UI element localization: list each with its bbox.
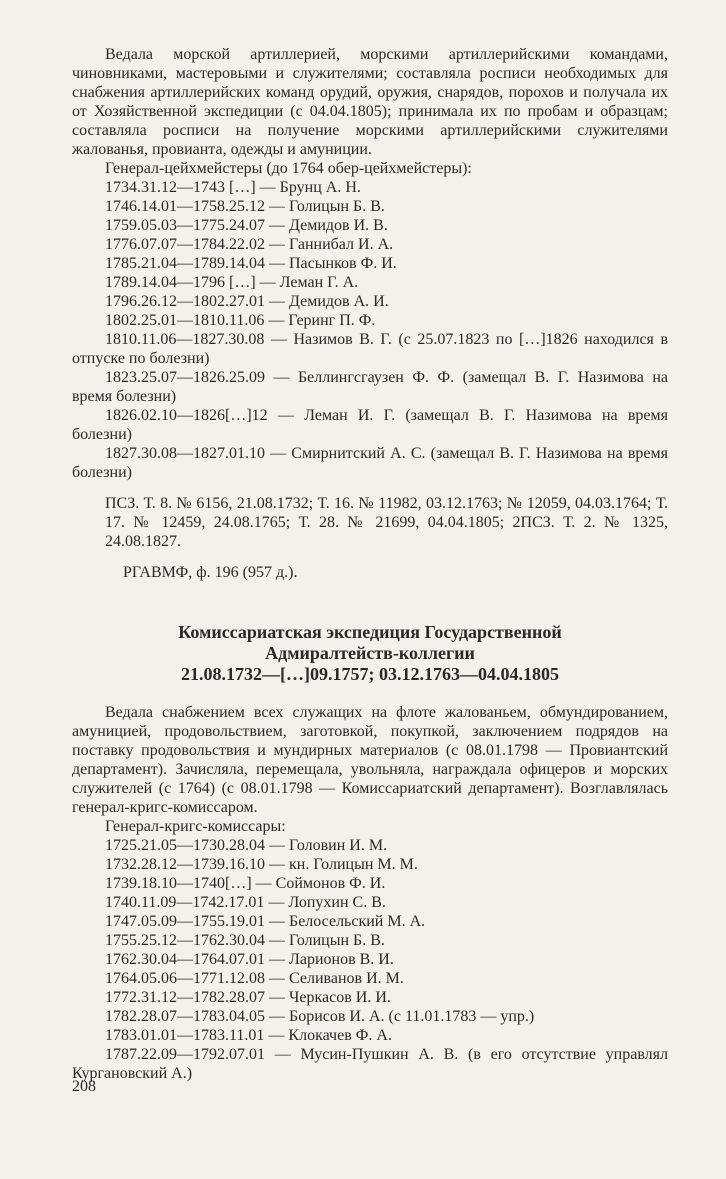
list-item: 1746.14.01—1758.25.12 — Голицын Б. В. bbox=[105, 198, 385, 215]
artillery-description: Ведала морской артиллерией, морскими артиллерийскими командами, чиновниками, мастеровыми и служителями; составляла росписи необходимых для снабжения артиллерийских команд орудий, оружия, снарядов, порохов и получала их от Хозяйственной экспедиции (с 04.04.1805); принимала их по пробам и образцам; составляла росписи на получение морскими артиллерийскими служителями жалованья, провианта, одежды и амуниции. bbox=[72, 46, 668, 158]
legal-sources: ПСЗ. Т. 8. № 6156, 21.08.1732; Т. 16. № 11982, 03.12.1763; № 12059, 04.03.1764; Т. 17. № 12459, 24.08.1765; Т. 28. № 21699, 04.04.1805; 2ПСЗ. Т. 2. № 1325, 24.08.1827. bbox=[105, 495, 668, 550]
list-item: 1732.28.12—1739.16.10 — кн. Голицын М. М. bbox=[105, 856, 418, 873]
list-item: 1802.25.01—1810.11.06 — Геринг П. Ф. bbox=[105, 312, 376, 329]
list-item: 1762.30.04—1764.07.01 — Ларионов В. И. bbox=[105, 951, 394, 968]
artillery-list-heading: Генерал-цейхмейстеры (до 1764 обер-цейхмейстеры): bbox=[105, 160, 472, 177]
list-item: 1827.30.08—1827.01.10 — Смирнитский А. С. (замещал В. Г. Назимова на время болезни) bbox=[72, 445, 668, 481]
list-item: 1789.14.04—1796 […] — Леман Г. А. bbox=[105, 274, 359, 291]
commissariat-list-heading: Генерал-кригс-комиссары: bbox=[105, 818, 286, 835]
list-item: 1796.26.12—1802.27.01 — Демидов А. И. bbox=[105, 293, 389, 310]
list-item: 1826.02.10—1826[…]12 — Леман И. Г. (замещал В. Г. Назимова на время болезни) bbox=[72, 407, 668, 443]
list-item: 1734.31.12—1743 […] — Брунц А. Н. bbox=[105, 179, 361, 196]
section-title-line1: Комиссариатская экспедиция Государственной bbox=[178, 622, 562, 642]
list-item: 1725.21.05—1730.28.04 — Головин И. М. bbox=[105, 837, 388, 854]
section-artillery bbox=[72, 45, 668, 582]
list-item: 1764.05.06—1771.12.08 — Селиванов И. М. bbox=[105, 970, 404, 987]
list-item: 1823.25.07—1826.25.09 — Беллингсгаузен Ф. Ф. (замещал В. Г. Назимова на время болезни) bbox=[72, 369, 668, 405]
list-item: 1740.11.09—1742.17.01 — Лопухин С. В. bbox=[105, 894, 386, 911]
section-commissariat bbox=[72, 622, 668, 1083]
list-item: 1783.01.01—1783.11.01 — Клокачев Ф. А. bbox=[105, 1027, 392, 1044]
list-item: 1772.31.12—1782.28.07 — Черкасов И. И. bbox=[105, 989, 391, 1006]
page-number: 208 bbox=[72, 1078, 96, 1095]
list-item: 1776.07.07—1784.22.02 — Ганнибал И. А. bbox=[105, 236, 394, 253]
list-item: 1755.25.12—1762.30.04 — Голицын Б. В. bbox=[105, 932, 385, 949]
section-title-dates: 21.08.1732—[…]09.1757; 03.12.1763—04.04.1805 bbox=[181, 664, 559, 684]
list-item: 1759.05.03—1775.24.07 — Демидов И. В. bbox=[105, 217, 388, 234]
commissariat-description: Ведала снабжением всех служащих на флоте жалованьем, обмундированием, амуницией, продовольствием, заготовкой, покупкой, заключением подрядов на поставку продовольствия и мундирных материалов (с 08.01.1798 — Провиантский департамент). Зачисляла, перемещала, увольняла, награждала офицеров и морских служителей (с 1764) (с 08.01.1798 — Комиссариатский департамент). Возглавлялась генерал-кригс-комиссаром. bbox=[72, 704, 668, 816]
list-item: 1810.11.06—1827.30.08 — Назимов В. Г. (с 25.07.1823 по […]1826 находился в отпуске по болезни) bbox=[72, 331, 668, 367]
list-item: 1747.05.09—1755.19.01 — Белосельский М. А. bbox=[105, 913, 426, 930]
list-item: 1785.21.04—1789.14.04 — Пасынков Ф. И. bbox=[105, 255, 397, 272]
archive-reference: РГАВМФ, ф. 196 (957 д.). bbox=[123, 564, 298, 581]
list-item: 1782.28.07—1783.04.05 — Борисов И. А. (с 11.01.1783 — упр.) bbox=[105, 1008, 535, 1025]
list-item: 1739.18.10—1740[…] — Соймонов Ф. И. bbox=[105, 875, 386, 892]
section-title-line2: Адмиралтейств-коллегии bbox=[265, 643, 475, 663]
list-item: 1787.22.09—1792.07.01 — Мусин-Пушкин А. В. (в его отсутствие управлял Кургановский А.) bbox=[72, 1046, 668, 1082]
